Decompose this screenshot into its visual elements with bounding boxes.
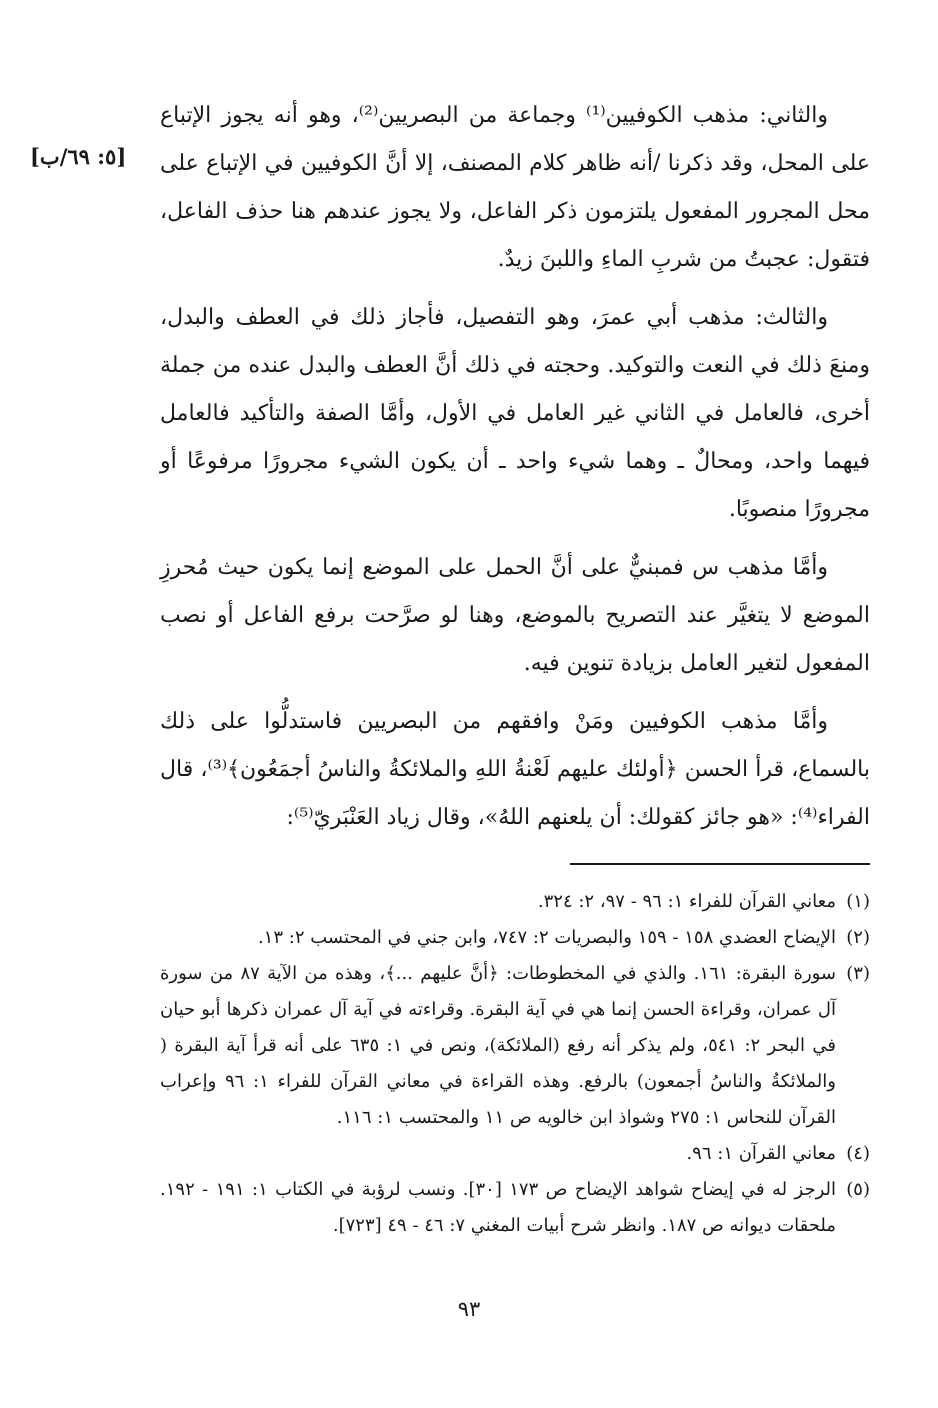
footnote-separator bbox=[570, 863, 870, 865]
footnotes bbox=[160, 884, 870, 1244]
footnote-number: (٢) bbox=[846, 927, 870, 948]
footnote bbox=[160, 1136, 870, 1172]
paragraph: وأمَّا مذهب الكوفيين ومَنْ وافقهم من البصريين فاستدلُّوا على ذلك بالسماع، قرأ الحسن ﴿أولئك عليهم لَعْنةُ اللهِ والملائكةُ والناسُ أجمَعُون﴾⁽³⁾، قال الفراء⁽⁴⁾: «هو جائز كقولك: أن يلعنهم اللهُ»، وقال زياد العَنْبَريّ⁽⁵⁾: bbox=[160, 709, 870, 830]
manuscript-folio-marker: [٥: ٦٩/ب] bbox=[30, 144, 127, 169]
paragraph: وأمَّا مذهب س فمبنيٌّ على أنَّ الحمل على الموضع إنما يكون حيث مُحرزِ الموضع لا يتغيَّر عند التصريح بالموضع، وهنا لو صرَّحت برفع الفاعل أو نصب المفعول لتغير العامل بزيادة تنوين فيه. bbox=[160, 555, 870, 676]
main-text bbox=[160, 92, 870, 852]
page-number: ٩٣ bbox=[457, 1297, 481, 1321]
footnote-text: الرجز له في إيضاح شواهد الإيضاح ص ١٧٣ [٣٠]. ونسب لرؤبة في الكتاب ١: ١٩١ - ١٩٢. ملحقات ديوانه ص ١٨٧. وانظر شرح أبيات المغني ٧: ٤٦ - ٤٩ [٧٢٣]. bbox=[160, 1179, 836, 1236]
paragraph: والثالث: مذهب أبي عمرَ، وهو التفصيل، فأجاز ذلك في العطف والبدل، ومنعَ ذلك في النعت والتوكيد. وحجته في ذلك أنَّ العطف والبدل عنده من جملة أخرى، فالعامل في الثاني غير العامل في الأول، وأمَّا الصفة والتأكيد فالعامل فيهما واحد، ومحالٌ ـ وهما شيء واحد ـ أن يكون الشيء مجرورًا مرفوعًا أو مجرورًا منصوبًا. bbox=[160, 305, 870, 522]
footnote-number: (٣) bbox=[846, 963, 870, 984]
footnote-number: (١) bbox=[846, 891, 870, 912]
footnote-text: سورة البقرة: ١٦١. والذي في المخطوطات: ﴿أنَّ عليهم ...﴾، وهذه من الآية ٨٧ من سورة آل عمران، وقراءة الحسن إنما هي في آية البقرة. وقراءته في آية آل عمران ذكرها أبو حيان في البحر ٢: ٥٤١، ولم يذكر أنه رفع (الملائكة)، ونص في ١: ٦٣٥ على أنه قرأ آية البقرة ( والملائكةُ والناسُ أجمعون) بالرفع. وهذه القراءة في معاني القرآن للفراء ١: ٩٦ وإعراب القرآن للنحاس ١: ٢٧٥ وشواذ ابن خالويه ص ١١ والمحتسب ١: ١١٦. bbox=[160, 963, 837, 1128]
footnote-number: (٥) bbox=[846, 1179, 870, 1200]
footnote bbox=[160, 884, 870, 920]
footnote bbox=[160, 956, 870, 1136]
footnote-text: معاني القرآن ١: ٩٦. bbox=[686, 1143, 836, 1164]
paragraph: والثاني: مذهب الكوفيين⁽¹⁾ وجماعة من البصريين⁽²⁾، وهو أنه يجوز الإتباع على المحل، وقد ذكرنا /أنه ظاهر كلام المصنف، إلا أنَّ الكوفيين في الإتباع على محل المجرور المفعول يلتزمون ذكر الفاعل، ولا يجوز عندهم هنا حذف الفاعل، فتقول: عجبتُ من شربِ الماءِ واللبنَ زيدٌ. bbox=[160, 103, 870, 272]
footnote bbox=[160, 1172, 870, 1244]
footnote-text: الإيضاح العضدي ١٥٨ - ١٥٩ والبصريات ٢: ٧٤٧، وابن جني في المحتسب ٢: ١٣. bbox=[257, 927, 836, 948]
footnote-number: (٤) bbox=[846, 1143, 870, 1164]
footnote bbox=[160, 920, 870, 956]
footnote-text: معاني القرآن للفراء ١: ٩٦ - ٩٧، ٢: ٣٢٤. bbox=[537, 891, 836, 912]
